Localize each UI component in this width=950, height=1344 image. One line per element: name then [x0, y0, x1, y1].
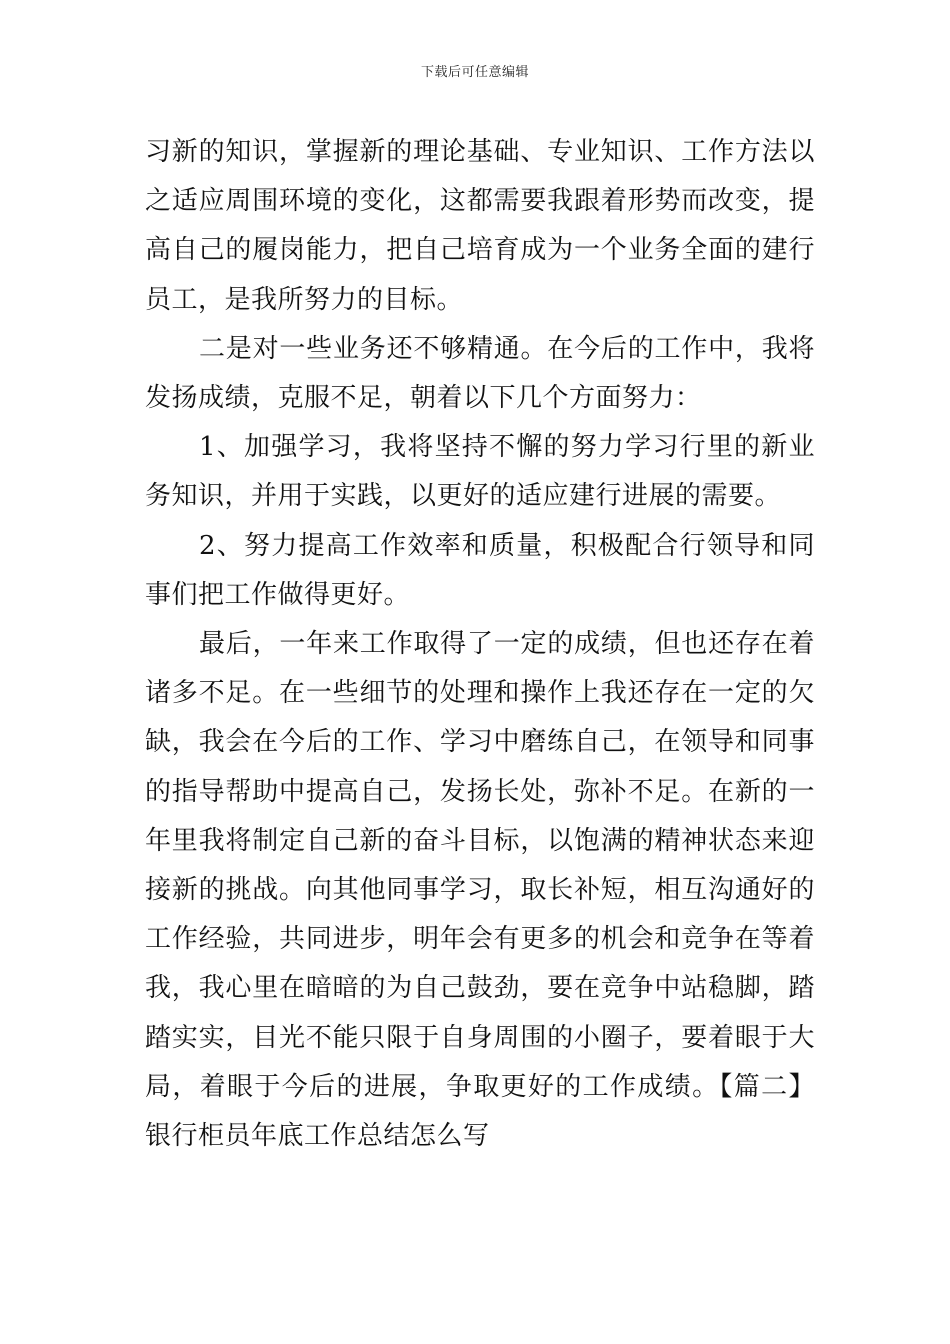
- paragraph: 二是对一些业务还不够精通。在今后的工作中，我将发扬成绩，克服不足，朝着以下几个方面努力：: [145, 333, 815, 414]
- page-header: 下载后可任意编辑: [420, 65, 529, 80]
- paragraph: 最后，一年来工作取得了一定的成绩，但也还存在着诸多不足。在一些细节的处理和操作上我还存在一定的欠缺，我会在今后的工作、学习中磨练自己，在领导和同事的指导帮助中提高自己，发扬长处，弥补不足。在新的一年里我将制定自己新的奋斗目标，以饱满的精神状态来迎接新的挑战。向其他同事学习，取长补短，相互沟通好的工作经验，共同进步，明年会有更多的机会和竞争在等着我，我心里在暗暗的为自己鼓劲，要在竞争中站稳脚，踏踏实实，目光不能只限于自身周围的小圈子，要着眼于大局，着眼于今后的进展，争取更好的工作成绩。【篇二】银行柜员年底工作总结怎么写: [145, 629, 815, 1152]
- paragraph: 2、努力提高工作效率和质量，积极配合行领导和同事们把工作做得更好。: [145, 530, 815, 610]
- paragraph: 1、加强学习，我将坚持不懈的努力学习行里的新业务知识，并用于实践，以更好的适应建行进展的需要。: [145, 432, 815, 512]
- document-body: [145, 128, 815, 1161]
- paragraph: 习新的知识，掌握新的理论基础、专业知识、工作方法以之适应周围环境的变化，这都需要我跟着形势而改变，提高自己的履岗能力，把自己培育成为一个业务全面的建行员工，是我所努力的目标。: [145, 137, 815, 315]
